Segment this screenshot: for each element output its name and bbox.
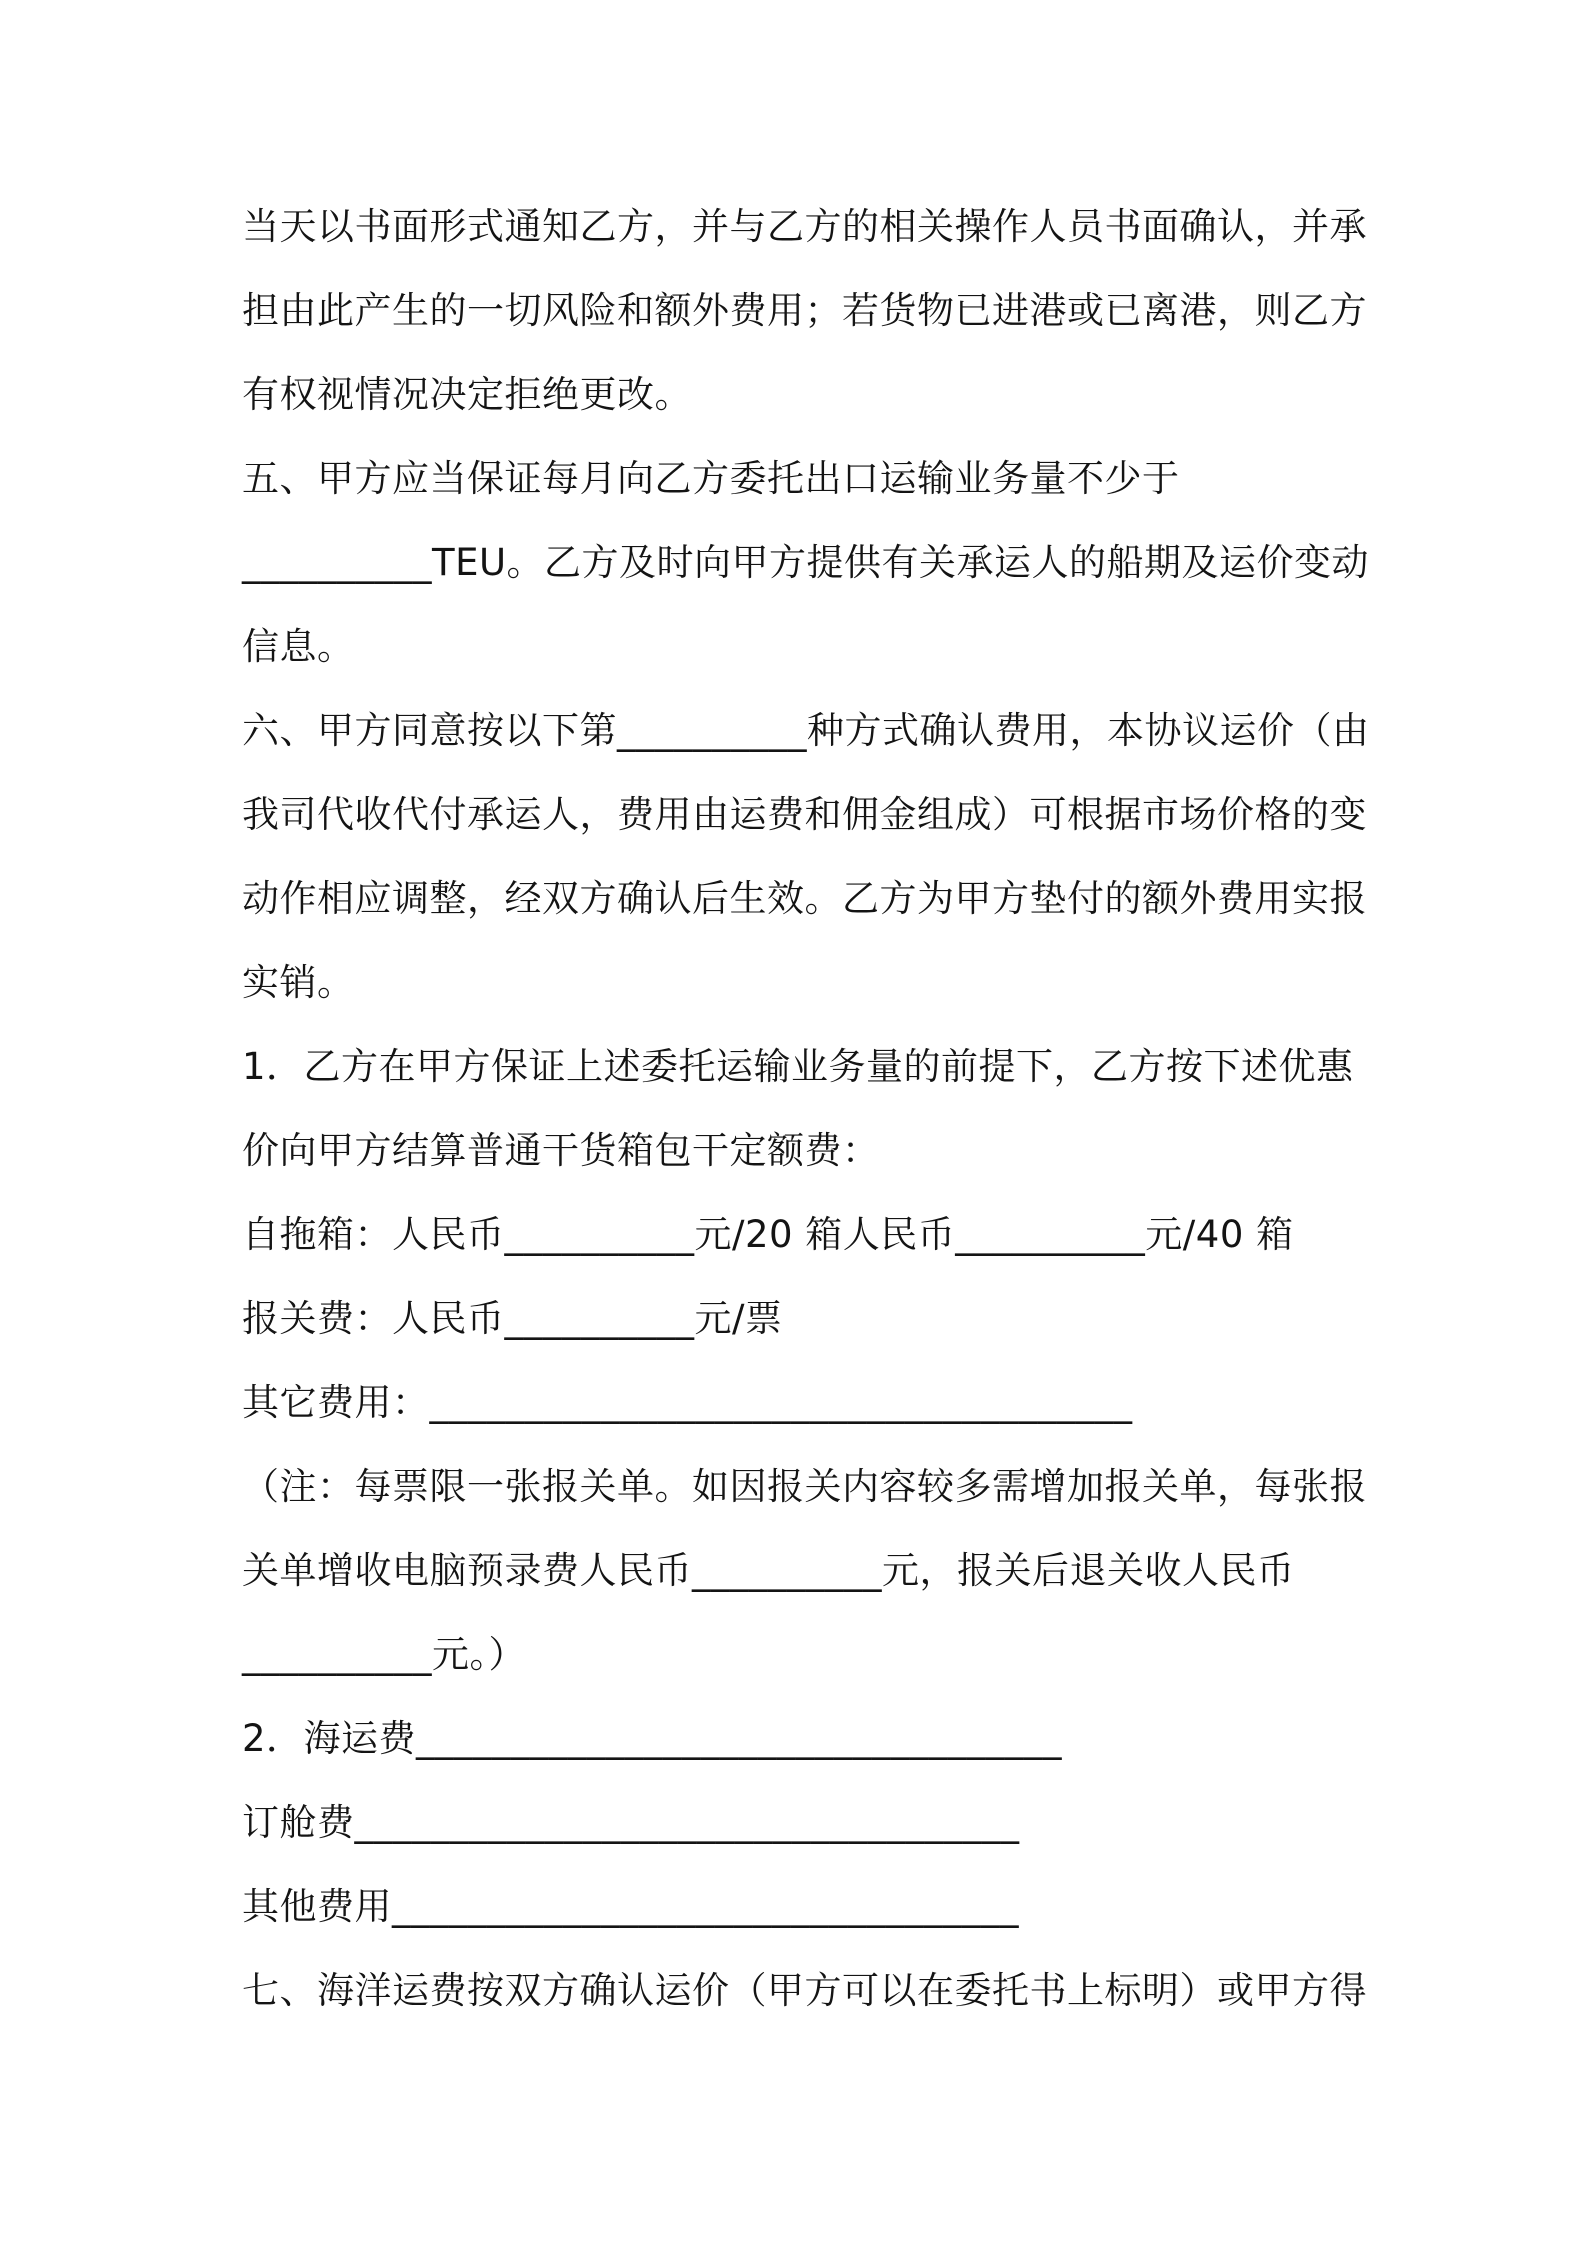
section-5-heading-line: 五、甲方应当保证每月向乙方委托出口运输业务量不少于 — [242, 457, 1180, 500]
paragraph-line: 动作相应调整，经双方确认后生效。乙方为甲方垫付的额外费用实报 — [242, 877, 1367, 920]
paragraph-line: __________TEU。乙方及时向甲方提供有关承运人的船期及运价变动 — [242, 541, 1370, 584]
item-1-line: 1．乙方在甲方保证上述委托运输业务量的前提下，乙方按下述优惠 — [242, 1045, 1354, 1088]
paragraph-line: 信息。 — [242, 625, 355, 668]
section-6-heading-line: 六、甲方同意按以下第__________种方式确认费用，本协议运价（由 — [242, 709, 1370, 752]
paragraph-line: 实销。 — [242, 961, 355, 1004]
customs-fee-line: 报关费：人民币__________元/票 — [242, 1297, 783, 1340]
item-2-ocean-freight-line: 2．海运费__________________________________ — [242, 1717, 1063, 1760]
section-7-heading-line: 七、海洋运费按双方确认运价（甲方可以在委托书上标明）或甲方得 — [242, 1969, 1367, 2012]
other-costs-line: 其他费用_________________________________ — [242, 1885, 1019, 1928]
note-line: 关单增收电脑预录费人民币__________元，报关后退关收人民币 — [242, 1549, 1295, 1592]
paragraph-line: 担由此产生的一切风险和额外费用；若货物已进港或已离港，则乙方 — [242, 289, 1367, 332]
paragraph-line: 价向甲方结算普通干货箱包干定额费： — [242, 1129, 880, 1172]
paragraph-line: 有权视情况决定拒绝更改。 — [242, 373, 692, 416]
booking-fee-line: 订舱费___________________________________ — [242, 1801, 1020, 1844]
container-fee-line: 自拖箱：人民币__________元/20 箱人民币__________元/40 箱 — [242, 1213, 1294, 1256]
note-line: __________元。） — [242, 1633, 526, 1676]
other-fees-line: 其它费用：_____________________________________ — [242, 1381, 1133, 1424]
paragraph-line: 我司代收代付承运人，费用由运费和佣金组成）可根据市场价格的变 — [242, 793, 1367, 836]
note-line: （注：每票限一张报关单。如因报关内容较多需增加报关单，每张报 — [242, 1465, 1367, 1508]
paragraph-line: 当天以书面形式通知乙方，并与乙方的相关操作人员书面确认，并承 — [242, 205, 1367, 248]
